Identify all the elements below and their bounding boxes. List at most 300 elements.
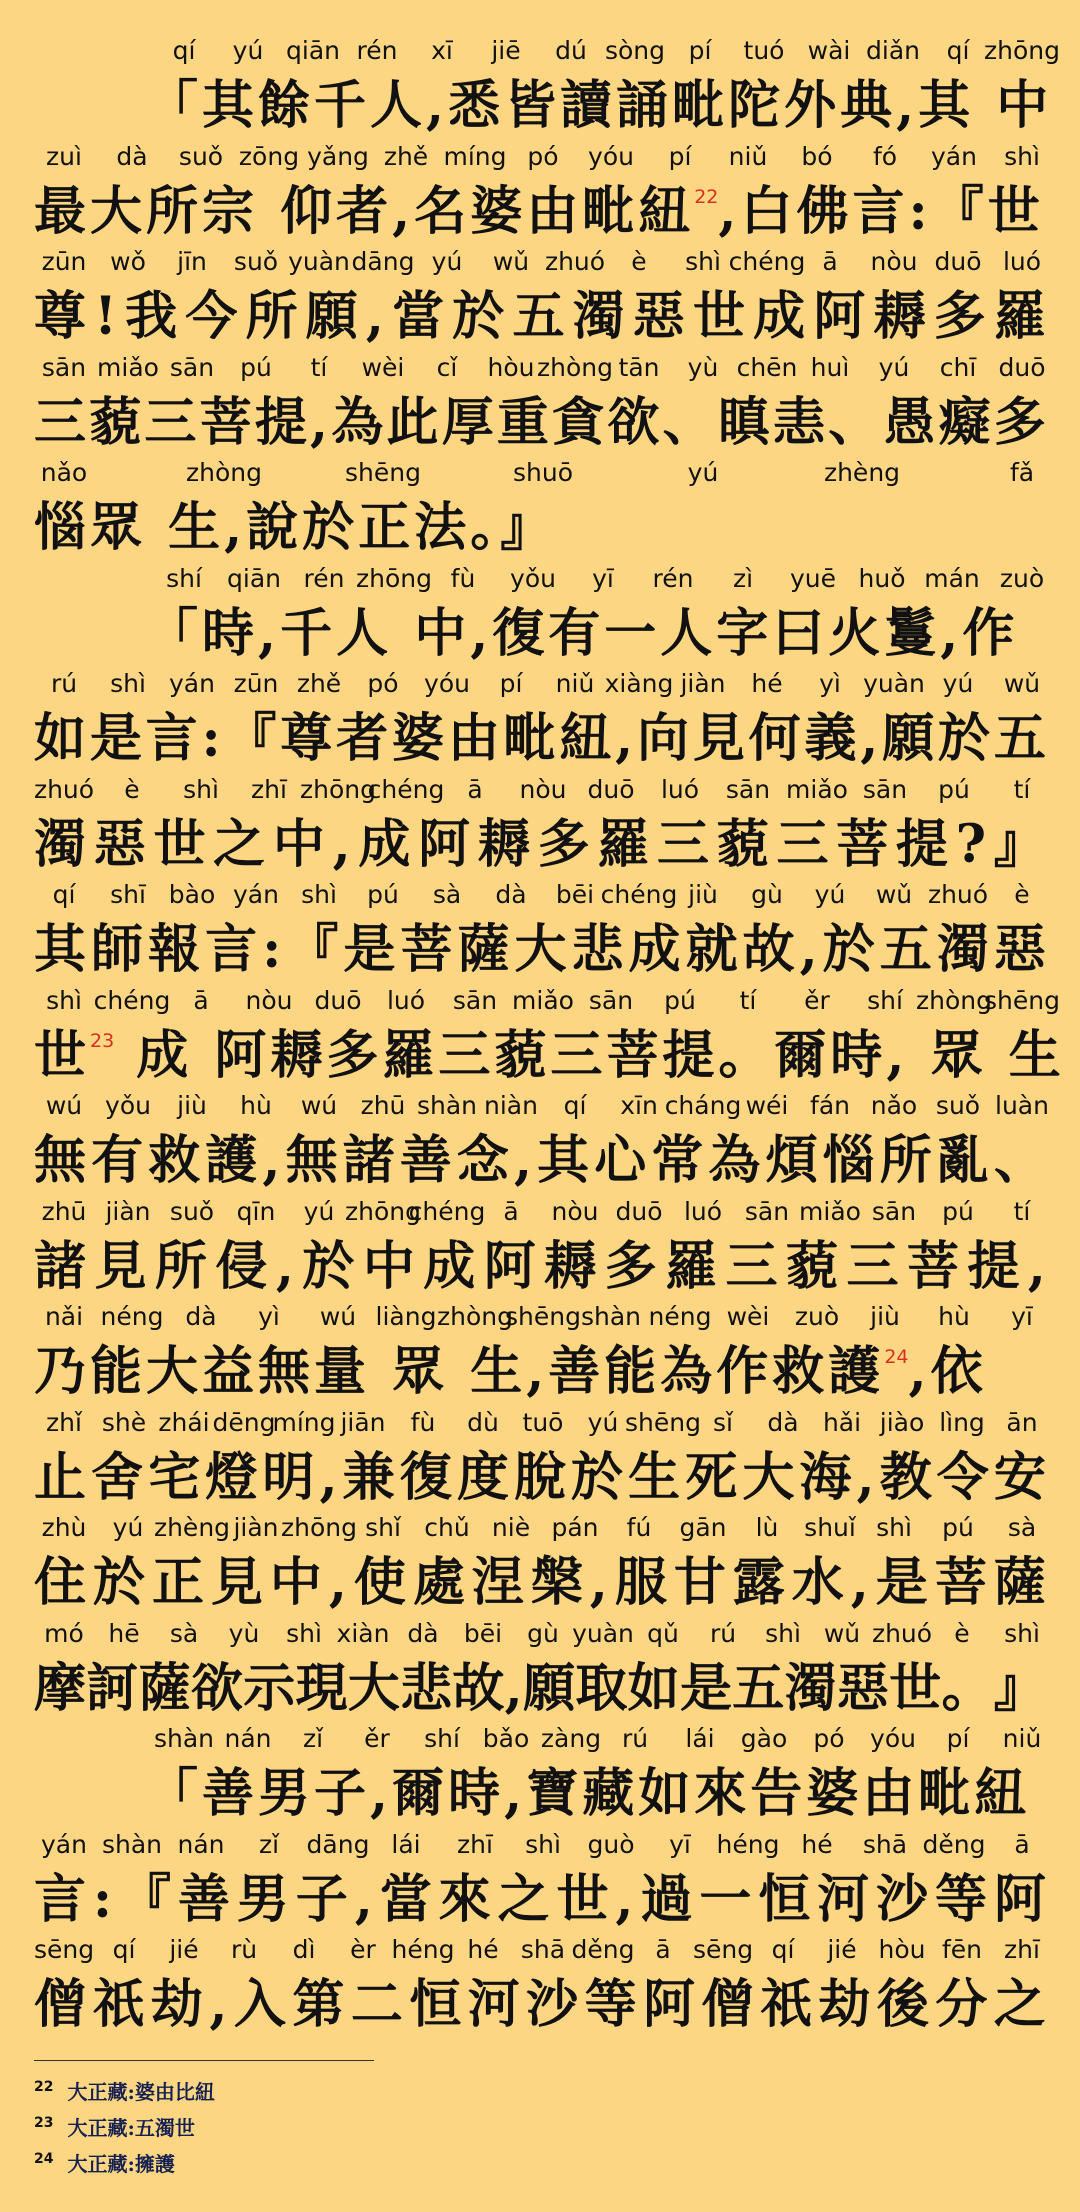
pinyin-syllable: zhòng — [186, 458, 262, 487]
pinyin-syllable: chéng — [728, 247, 806, 276]
verse-line — [34, 775, 1046, 881]
pinyin-syllable: héng — [391, 1935, 455, 1964]
pinyin-syllable: ā — [822, 247, 838, 276]
pinyin-syllable: zhī — [251, 775, 287, 804]
pinyin-syllable: ā — [655, 1935, 671, 1964]
pinyin-syllable: sēng — [33, 1935, 95, 1964]
pinyin-syllable: nòu — [870, 247, 918, 276]
hanzi-segment: 「時,千人 中,復有一人字曰火鬘,作 — [146, 603, 1019, 664]
footnote — [34, 2144, 175, 2174]
pinyin-syllable: ěr — [364, 1724, 390, 1753]
pinyin-syllable: chéng — [408, 1197, 486, 1226]
pinyin-syllable: duō — [934, 247, 982, 276]
pinyin-syllable: yī — [669, 1830, 691, 1859]
hanzi-segment: 乃能大益無量 眾 生,善能為作救護 — [34, 1341, 885, 1402]
pinyin-syllable: jiù — [688, 880, 718, 909]
pinyin-syllable: zhī — [457, 1830, 493, 1859]
pinyin-syllable: duō — [615, 1197, 663, 1226]
pinyin-syllable: rú — [50, 669, 78, 698]
pinyin-syllable: jiào — [879, 1408, 925, 1437]
pinyin-syllable: guò — [587, 1830, 635, 1859]
hanzi-text — [34, 182, 1046, 242]
pinyin-syllable: jié — [169, 1935, 199, 1964]
pinyin-syllable: zhě — [383, 142, 429, 171]
pinyin-syllable: sān — [41, 353, 87, 382]
hanzi-segment: 惱眾 生,說於正法。』 — [34, 497, 557, 558]
hanzi-segment: 世 — [34, 1025, 91, 1086]
pinyin-syllable: shì — [110, 669, 146, 698]
pinyin-syllable: děng — [571, 1935, 635, 1964]
pinyin-syllable: rù — [230, 1935, 258, 1964]
pinyin-syllable: shàn — [416, 1091, 478, 1120]
pinyin-syllable: nǎi — [44, 1302, 84, 1331]
pinyin-syllable: pán — [551, 1513, 599, 1542]
pinyin-syllable: míng — [272, 1408, 336, 1437]
pinyin-syllable: fù — [450, 564, 476, 593]
hanzi-text — [34, 75, 1053, 136]
pinyin-syllable: miǎo — [799, 1197, 861, 1226]
pinyin-syllable: dì — [292, 1935, 316, 1964]
pinyin-syllable: pí — [946, 1724, 970, 1753]
pinyin-syllable: dà — [116, 142, 148, 171]
pinyin-syllable: suǒ — [169, 1197, 215, 1226]
pinyin-syllable: pú — [367, 880, 399, 909]
pinyin-syllable: zūn — [233, 669, 279, 698]
pinyin-syllable: hòu — [878, 1935, 926, 1964]
pinyin-syllable: yóu — [588, 142, 634, 171]
verse-line — [34, 880, 1046, 986]
pinyin-syllable: zhǐ — [46, 1408, 82, 1437]
pinyin-syllable: è — [954, 1619, 970, 1648]
pinyin-syllable: zhái — [158, 1408, 210, 1437]
pinyin-syllable: zàng — [540, 1724, 602, 1753]
pinyin-syllable: tí — [739, 986, 757, 1015]
pinyin-syllable: yú — [587, 1408, 619, 1437]
pinyin-syllable: dēng — [212, 1408, 276, 1437]
pinyin-syllable: mán — [924, 564, 980, 593]
hanzi-text: 言 : 『 善 男 子 , 當 來 之 世 , 過 一 恒 河 沙 等 阿 — [34, 1869, 1046, 1930]
footnote — [34, 2108, 195, 2138]
pinyin-syllable: qiān — [286, 36, 340, 65]
pinyin-syllable: gù — [751, 880, 783, 909]
pinyin-syllable: nán — [224, 1724, 272, 1753]
pinyin-syllable: shí — [166, 564, 202, 593]
pinyin-syllable: yán — [169, 669, 215, 698]
pinyin-syllable: shí — [424, 1724, 460, 1753]
pinyin-syllable: cháng — [664, 1091, 742, 1120]
pinyin-syllable: zhū — [41, 1197, 87, 1226]
pinyin-syllable: fǎ — [1009, 458, 1035, 487]
pinyin-syllable: luó — [1002, 247, 1042, 276]
pinyin-syllable: hù — [938, 1302, 970, 1331]
pinyin-syllable: yì — [258, 1302, 280, 1331]
pinyin-syllable: yǎng — [307, 142, 369, 171]
pinyin-syllable: sān — [588, 986, 634, 1015]
pinyin-syllable: hǎi — [822, 1408, 862, 1437]
verse-line — [34, 669, 1046, 775]
hanzi-text: 尊 ! 我 今 所 願 , 當 於 五 濁 惡 世 成 阿 耨 多 羅 — [34, 286, 1046, 347]
hanzi-text — [34, 604, 1046, 664]
pinyin-syllable: wú — [319, 1302, 357, 1331]
verse-line — [34, 1302, 1046, 1408]
pinyin-syllable: héng — [716, 1830, 780, 1859]
pinyin-syllable: fán — [810, 1091, 850, 1120]
pinyin-syllable: xiàng — [604, 669, 674, 698]
pinyin-syllable: rú — [709, 1619, 737, 1648]
pinyin-syllable: ā — [503, 1197, 519, 1226]
pinyin-syllable: luàn — [995, 1091, 1049, 1120]
pinyin-syllable: sà — [432, 880, 462, 909]
pinyin-syllable: shì — [183, 775, 219, 804]
hanzi-segment: 成 阿耨多羅三藐三菩提。爾時, 眾 生 — [114, 1025, 1065, 1086]
hanzi-text: 濁 惡 世 之 中 , 成 阿 耨 多 羅 三 藐 三 菩 提 ? 』 — [34, 814, 1046, 875]
pinyin-syllable: tí — [1013, 1197, 1031, 1226]
pinyin-syllable: néng — [100, 1302, 164, 1331]
pinyin-syllable: huì — [810, 353, 850, 382]
hanzi-text: 住 於 正 見 中 , 使 處 涅 槃 , 服 甘 露 水 , 是 菩 薩 — [34, 1552, 1046, 1613]
pinyin-syllable: wǔ — [1003, 669, 1041, 698]
pinyin-syllable: wú — [300, 1091, 338, 1120]
pinyin-syllable: suǒ — [178, 142, 224, 171]
pinyin-syllable: shuō — [512, 458, 574, 487]
hanzi-segment: ,依 — [908, 1341, 987, 1402]
hanzi-text: 三 藐 三 菩 提 , 為 此 厚 重 貪 欲 、 瞋 恚 、 愚 癡 多 — [34, 392, 1046, 453]
pinyin-syllable: bǎo — [482, 1724, 530, 1753]
pinyin-syllable: niè — [491, 1513, 531, 1542]
pinyin-syllable: zōng — [238, 142, 300, 171]
pinyin-syllable: yú — [112, 1513, 144, 1542]
pinyin-syllable: yóu — [424, 669, 470, 698]
pinyin-syllable: qí — [112, 1935, 136, 1964]
pinyin-syllable: yù — [687, 353, 719, 382]
hanzi-segment: 「善男子,爾時,寶藏如來告婆由毗紐 — [146, 1763, 1031, 1824]
pinyin-syllable: yán — [41, 1830, 87, 1859]
pinyin-syllable: pú — [938, 775, 970, 804]
hanzi-text: 如 是 言 : 『 尊 者 婆 由 毗 紐 , 向 見 何 義 , 願 於 五 — [34, 708, 1046, 769]
pinyin-syllable: jiù — [870, 1302, 900, 1331]
pinyin-syllable: luó — [683, 1197, 723, 1226]
pinyin-syllable: jiàn — [680, 669, 726, 698]
footnote-text: 大正藏:婆由比紐 — [67, 2080, 215, 2104]
verse-line — [34, 458, 1046, 564]
pinyin-syllable: yú — [431, 247, 463, 276]
pinyin-syllable: shì — [525, 1830, 561, 1859]
hanzi-text — [34, 498, 1046, 558]
hanzi-text: 諸 見 所 侵 , 於 中 成 阿 耨 多 羅 三 藐 三 菩 提 , — [34, 1236, 1046, 1297]
pinyin-syllable: nǎo — [870, 1091, 918, 1120]
verse-line — [34, 986, 1065, 1092]
pinyin-syllable: gān — [679, 1513, 727, 1542]
verse-line — [34, 353, 1046, 459]
pinyin-syllable: huǒ — [858, 564, 906, 593]
pinyin-syllable: zhèng — [823, 458, 901, 487]
pinyin-syllable: ěr — [804, 986, 830, 1015]
pinyin-syllable: suǒ — [233, 247, 279, 276]
pinyin-syllable: jiē — [491, 36, 521, 65]
pinyin-syllable: néng — [648, 1302, 712, 1331]
hanzi-text — [34, 1025, 1065, 1086]
pinyin-syllable: suǒ — [935, 1091, 981, 1120]
pinyin-syllable: xī — [431, 36, 453, 65]
pinyin-syllable: shì — [46, 986, 82, 1015]
pinyin-syllable: shā — [520, 1935, 566, 1964]
pinyin-syllable: hù — [240, 1091, 272, 1120]
pinyin-syllable: dú — [555, 36, 587, 65]
pinyin-syllable: děng — [922, 1830, 986, 1859]
footnote — [34, 2072, 215, 2102]
pinyin-syllable: chēn — [736, 353, 798, 382]
footnote-number: 24 — [34, 2151, 54, 2167]
pinyin-syllable: dù — [467, 1408, 499, 1437]
pinyin-syllable: shì — [1004, 1619, 1040, 1648]
pinyin-syllable: tuō — [522, 1408, 564, 1437]
verse-line — [34, 142, 1046, 248]
verse-line — [34, 247, 1046, 353]
pinyin-syllable: diǎn — [866, 36, 920, 65]
pinyin-syllable: jiù — [177, 1091, 207, 1120]
footnote-number: 22 — [34, 2079, 54, 2095]
pinyin-syllable: dà — [767, 1408, 799, 1437]
pinyin-syllable: hē — [108, 1619, 140, 1648]
pinyin-syllable: zhuó — [871, 1619, 933, 1648]
pinyin-syllable: bào — [168, 880, 216, 909]
pinyin-syllable: shā — [862, 1830, 908, 1859]
pinyin-syllable: pú — [664, 986, 696, 1015]
pinyin-syllable: shī — [110, 880, 146, 909]
pinyin-syllable: nòu — [519, 775, 567, 804]
pinyin-syllable: qǔ — [647, 1619, 679, 1648]
pinyin-syllable: rén — [652, 564, 694, 593]
pinyin-syllable: fēn — [941, 1935, 983, 1964]
pinyin-syllable: shàn — [153, 1724, 215, 1753]
hanzi-segment: 「其餘千人,悉皆讀誦毗陀外典,其 中 — [146, 75, 1053, 136]
verse-line — [34, 1091, 1049, 1197]
pinyin-syllable: tí — [310, 353, 328, 382]
pinyin-syllable: è — [631, 247, 647, 276]
pinyin-syllable: nòu — [551, 1197, 599, 1226]
pinyin-syllable: shì — [286, 1619, 322, 1648]
hanzi-text: 無 有 救 護 , 無 諸 善 念 , 其 心 常 為 煩 惱 所 亂 、 — [34, 1130, 1046, 1191]
pinyin-syllable: zǐ — [302, 1724, 324, 1753]
footnote-marker[interactable]: 23 — [90, 1030, 115, 1052]
pinyin-syllable: sān — [862, 775, 908, 804]
hanzi-segment: 最大所宗 仰者,名婆由毗紐 — [34, 181, 695, 242]
pinyin-syllable: zhuó — [927, 880, 989, 909]
pinyin-syllable: fú — [626, 1513, 652, 1542]
pinyin-syllable: míng — [443, 142, 507, 171]
pinyin-syllable: lù — [755, 1513, 779, 1542]
pinyin-syllable: miǎo — [97, 353, 159, 382]
pinyin-syllable: zuò — [999, 564, 1045, 593]
pinyin-syllable: luó — [386, 986, 426, 1015]
verse-line — [34, 1724, 1046, 1830]
pinyin-syllable: cǐ — [436, 353, 458, 382]
pinyin-syllable: pí — [688, 36, 712, 65]
pinyin-syllable: duō — [314, 986, 362, 1015]
pinyin-syllable: zhě — [296, 669, 342, 698]
pinyin-syllable: nán — [177, 1830, 225, 1859]
pinyin-syllable: wéi — [745, 1091, 789, 1120]
pinyin-syllable: niàn — [484, 1091, 538, 1120]
pinyin-syllable: hé — [801, 1830, 833, 1859]
pinyin-syllable: qí — [172, 36, 196, 65]
pinyin-syllable: yú — [232, 36, 264, 65]
verse-line — [34, 564, 1046, 670]
pinyin-syllable: zuò — [794, 1302, 840, 1331]
pinyin-syllable: shēng — [345, 458, 421, 487]
pinyin-syllable: qí — [563, 1091, 587, 1120]
pinyin-syllable: niǔ — [728, 142, 768, 171]
pinyin-syllable: yú — [303, 1197, 335, 1226]
pinyin-syllable: hé — [751, 669, 783, 698]
pinyin-syllable: qīn — [236, 1197, 276, 1226]
pinyin-syllable: qí — [771, 1935, 795, 1964]
pinyin-syllable: sān — [744, 1197, 790, 1226]
pinyin-syllable: zhuó — [544, 247, 606, 276]
pinyin-syllable: niǔ — [555, 669, 595, 698]
pinyin-syllable: fó — [872, 142, 898, 171]
pinyin-syllable: pú — [240, 353, 272, 382]
pinyin-syllable: bēi — [463, 1619, 503, 1648]
pinyin-syllable: pó — [813, 1724, 845, 1753]
pinyin-syllable: yǒu — [510, 564, 556, 593]
pinyin-syllable: wǔ — [823, 1619, 861, 1648]
pinyin-syllable: shàn — [101, 1830, 163, 1859]
hanzi-text — [34, 1764, 1046, 1824]
pinyin-syllable: sǐ — [713, 1408, 733, 1437]
pinyin-syllable: miǎo — [512, 986, 574, 1015]
pinyin-syllable: dà — [407, 1619, 439, 1648]
pinyin-syllable: zhōng — [345, 1197, 421, 1226]
verse-line — [34, 1197, 1046, 1303]
pinyin-syllable: jiàn — [233, 1513, 279, 1542]
pinyin-syllable: sān — [725, 775, 771, 804]
footnote-text: 大正藏:五濁世 — [67, 2116, 195, 2140]
verse-line — [34, 1935, 1046, 2041]
pinyin-syllable: zūn — [41, 247, 87, 276]
pinyin-syllable: nǎo — [40, 458, 88, 487]
pinyin-syllable: xīn — [620, 1091, 658, 1120]
pinyin-syllable: dāng — [306, 1830, 370, 1859]
pinyin-syllable: yú — [878, 353, 910, 382]
pinyin-syllable: zhù — [41, 1513, 87, 1542]
pinyin-syllable: sān — [871, 1197, 917, 1226]
hanzi-text — [34, 1342, 1046, 1402]
pinyin-syllable: sēng — [692, 1935, 754, 1964]
pinyin-syllable: shè — [101, 1408, 147, 1437]
pinyin-syllable: zhī — [1004, 1935, 1040, 1964]
pinyin-syllable: shàn — [580, 1302, 642, 1331]
pinyin-syllable: yú — [814, 880, 846, 909]
pinyin-syllable: zhū — [360, 1091, 406, 1120]
pinyin-syllable: wú — [45, 1091, 83, 1120]
pinyin-syllable: xiàn — [336, 1619, 390, 1648]
pinyin-syllable: wǔ — [875, 880, 913, 909]
pinyin-syllable: gù — [527, 1619, 559, 1648]
pinyin-syllable: pó — [527, 142, 559, 171]
pinyin-syllable: fù — [410, 1408, 436, 1437]
pinyin-syllable: jiān — [340, 1408, 386, 1437]
pinyin-syllable: èr — [350, 1935, 376, 1964]
pinyin-syllable: chéng — [93, 986, 171, 1015]
pinyin-syllable: dà — [495, 880, 527, 909]
pinyin-syllable: zhòng — [537, 353, 613, 382]
pinyin-syllable: sān — [169, 353, 215, 382]
pinyin-syllable: bēi — [555, 880, 595, 909]
pinyin-syllable: duō — [998, 353, 1046, 382]
hanzi-text: 摩 訶 薩 欲 示 現 大 悲 故 , 願 取 如 是 五 濁 惡 世 。 』 — [34, 1658, 1046, 1719]
pinyin-syllable: jiàn — [105, 1197, 151, 1226]
pinyin-syllable: lái — [391, 1830, 421, 1859]
pinyin-syllable: shēng — [625, 1408, 701, 1437]
pinyin-syllable: chǔ — [424, 1513, 470, 1542]
footnote-marker[interactable]: 22 — [694, 186, 719, 208]
hanzi-text: 僧 祇 劫 , 入 第 二 恒 河 沙 等 阿 僧 祇 劫 後 分 之 — [34, 1974, 1046, 2035]
pinyin-syllable: tān — [618, 353, 660, 382]
pinyin-syllable: yán — [233, 880, 279, 909]
pinyin-syllable: zhōng — [300, 775, 376, 804]
pinyin-syllable: shì — [685, 247, 721, 276]
verse-line — [34, 1408, 1046, 1514]
pinyin-syllable: zǐ — [258, 1830, 280, 1859]
pinyin-syllable: miǎo — [786, 775, 848, 804]
pinyin-syllable: shì — [1004, 142, 1040, 171]
pinyin-syllable: sà — [1007, 1513, 1037, 1542]
pinyin-syllable: tuó — [743, 36, 785, 65]
pinyin-syllable: gào — [740, 1724, 788, 1753]
pinyin-syllable: shēng — [984, 986, 1060, 1015]
pinyin-syllable: è — [124, 775, 140, 804]
pinyin-syllable: pí — [499, 669, 523, 698]
pinyin-syllable: tí — [1013, 775, 1031, 804]
pinyin-syllable: yú — [942, 669, 974, 698]
pinyin-syllable: lái — [685, 1724, 715, 1753]
pinyin-syllable: wèi — [361, 353, 405, 382]
pinyin-syllable: lìng — [939, 1408, 985, 1437]
pinyin-syllable: shuǐ — [804, 1513, 856, 1542]
pinyin-syllable: duō — [587, 775, 635, 804]
pinyin-syllable: yǒu — [105, 1091, 151, 1120]
pinyin-syllable: qí — [52, 880, 76, 909]
pinyin-syllable: zì — [732, 564, 754, 593]
pinyin-syllable: dāng — [351, 247, 415, 276]
pinyin-syllable: hòu — [487, 353, 535, 382]
footnote-text: 大正藏:擁護 — [67, 2152, 175, 2176]
pinyin-syllable: shǐ — [365, 1513, 401, 1542]
pinyin-syllable: chī — [939, 353, 977, 382]
pinyin-syllable: ān — [1006, 1408, 1038, 1437]
pinyin-syllable: yuàn — [288, 247, 350, 276]
footnote-marker[interactable]: 24 — [884, 1346, 909, 1368]
pinyin-syllable: yī — [592, 564, 614, 593]
pinyin-syllable: shēng — [505, 1302, 581, 1331]
verse-line — [34, 36, 1060, 142]
pinyin-syllable: shí — [867, 986, 903, 1015]
pinyin-syllable: yú — [687, 458, 719, 487]
pinyin-syllable: pó — [367, 669, 399, 698]
pinyin-syllable: shì — [301, 880, 337, 909]
pinyin-syllable: zhòng — [437, 1302, 513, 1331]
pinyin-syllable: sà — [169, 1619, 199, 1648]
pinyin-syllable: nòu — [245, 986, 293, 1015]
pinyin-syllable: yán — [931, 142, 977, 171]
pinyin-syllable: mó — [44, 1619, 84, 1648]
verse-line — [34, 1513, 1046, 1619]
pinyin-syllable: pú — [942, 1197, 974, 1226]
pinyin-syllable: pí — [668, 142, 692, 171]
pinyin-syllable: zhōng — [281, 1513, 357, 1542]
pinyin-syllable: yuàn — [572, 1619, 634, 1648]
